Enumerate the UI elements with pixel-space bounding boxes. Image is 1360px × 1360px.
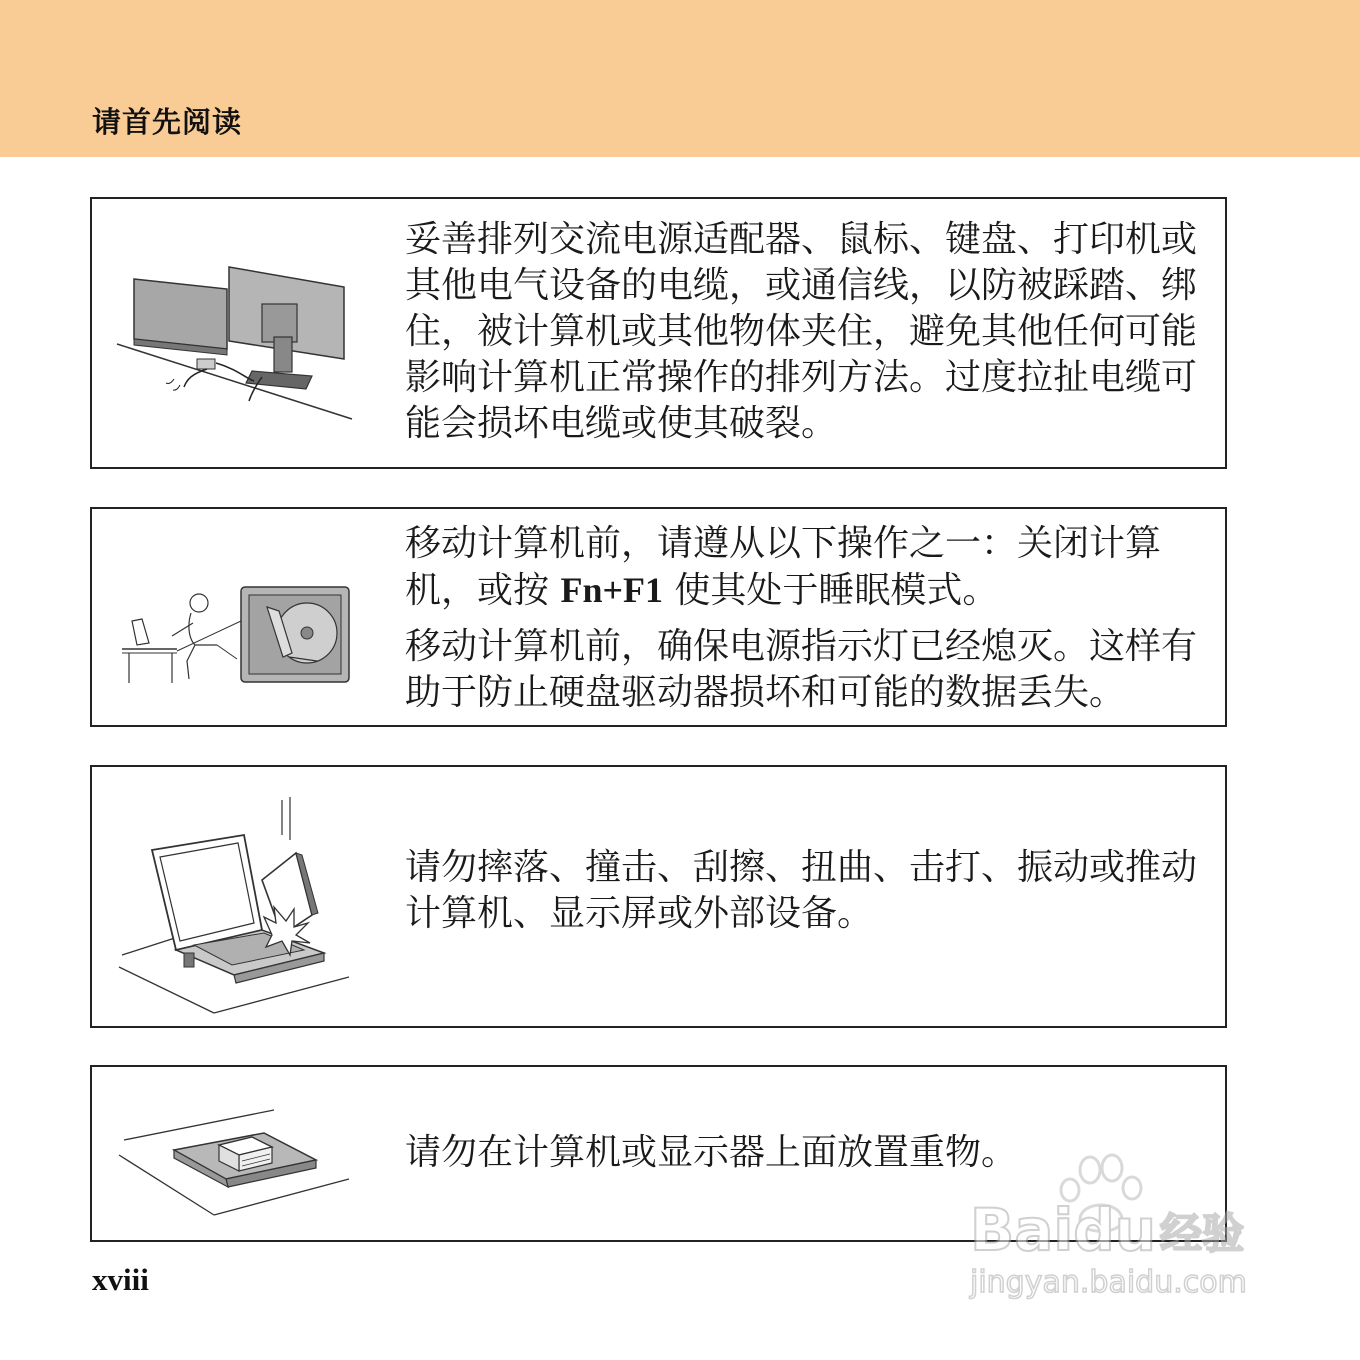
laptop-impact-illustration	[114, 795, 359, 1020]
notice-text-moving-computer	[405, 521, 1205, 716]
page-header-band	[0, 0, 1360, 157]
notice-box-cables	[90, 197, 1227, 469]
text-sleep-post: 使其处于睡眠模式。	[662, 570, 999, 611]
monitors-cables-illustration	[112, 259, 357, 424]
watermark-suffix: 经验	[1160, 1209, 1245, 1258]
notice-box-moving-computer	[90, 507, 1227, 727]
notice-box-impact	[90, 765, 1227, 1028]
page-number: xviii	[92, 1262, 149, 1297]
page-header-title: 请首先阅读	[92, 105, 243, 139]
notice-text-heavy-objects: 请勿在计算机或显示器上面放置重物。	[405, 1132, 1018, 1173]
watermark-brand: Baidu	[970, 1196, 1157, 1264]
text-sleep-pre: 移动计算机前，请遵从以下操作之一：关闭计算机，或按	[405, 523, 1162, 611]
notice-text-power-light: 移动计算机前，确保电源指示灯已经熄灭。这样有助于防止硬盘驱动器损坏和可能的数据丢失。	[405, 626, 1198, 713]
key-combo-fn-f1: Fn+F1	[560, 570, 663, 610]
watermark-url: jingyan.baidu.com	[970, 1265, 1247, 1300]
person-at-laptop-hard-disk-illustration	[117, 581, 357, 691]
baidu-jingyan-watermark	[930, 1150, 1290, 1310]
heavy-object-on-laptop-illustration	[114, 1105, 359, 1220]
notice-text-impact: 请勿摔落、撞击、刮擦、扭曲、击打、振动或推动计算机、显示屏或外部设备。	[405, 847, 1198, 934]
notice-text-cables: 妥善排列交流电源适配器、鼠标、键盘、打印机或其他电气设备的电缆，或通信线，以防被踩踏、绑住，被计算机或其他物体夹住，避免其他任何可能影响计算机正常操作的排列方法。过度拉扯电缆可能会损坏电缆或使其破裂。	[405, 219, 1198, 444]
notice-text-sleep-mode	[405, 521, 1205, 614]
